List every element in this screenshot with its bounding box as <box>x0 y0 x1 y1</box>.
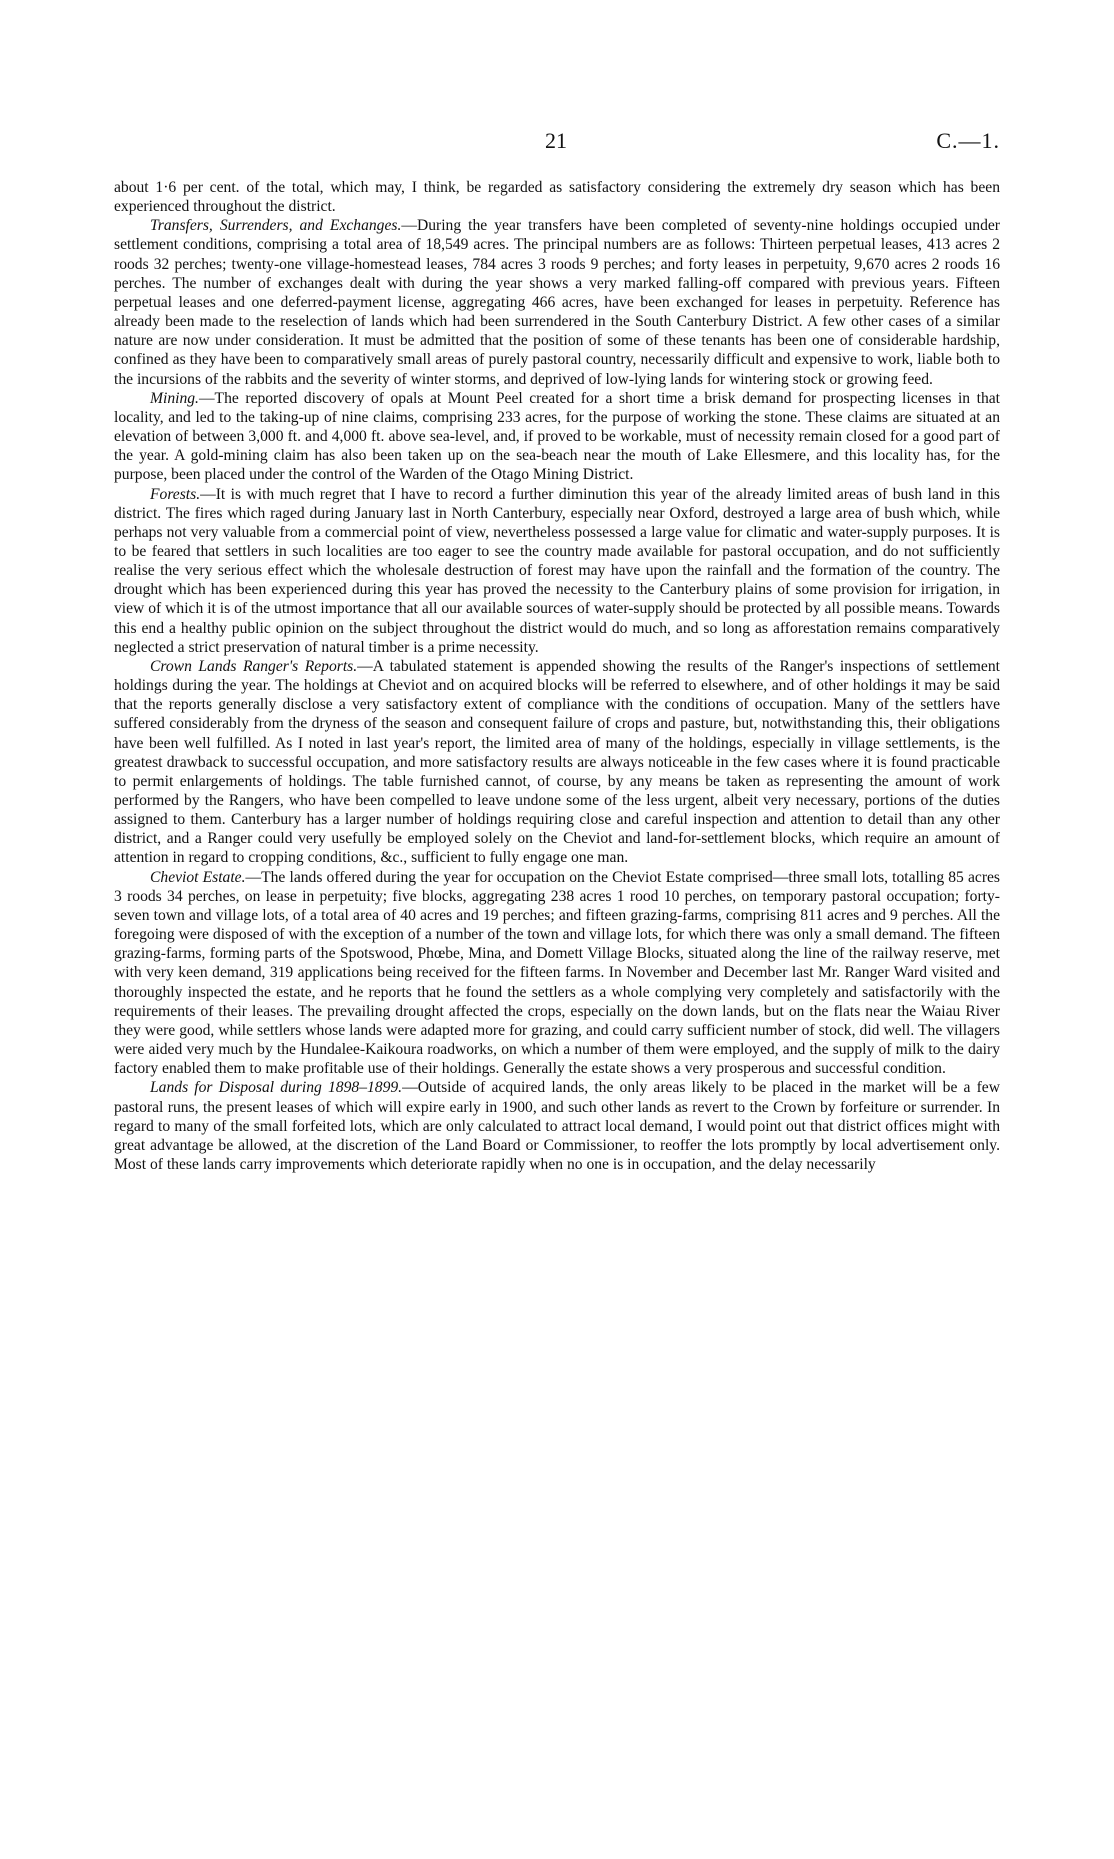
paragraph-text: —Outside of acquired lands, the only areas likely to be placed in the market will be a few pastoral runs, the present leases of which will expire early in 1900, and such other lands as revert to the Crown by forfeiture or surrender. In regard to many of the small forfeited lots, which are only calculated to attract local demand, I would point out that district offices might with great advantage be allowed, at the discretion of the Land Board or Commissioner, to reoffer the lots promptly by local advertisement only. Most of these lands carry improvements which deteriorate rapidly when no one is in occupation, and the delay necessarily <box>114 1079 1000 1173</box>
series-code: C.—1. <box>936 128 1000 153</box>
page-number: 21 <box>545 128 567 153</box>
paragraph-text: —It is with much regret that I have to record a further diminution this year of the already limited areas of bush land in this district. The fires which raged during January last in North Canterbury, especially near Oxford, destroyed a large area of bush which, while perhaps not very valuable from a commercial point of view, nevertheless possessed a large value for climatic and water-supply purposes. It is to be feared that settlers in such localities are too eager to see the country made available for pastoral occupation, and do not sufficiently realise the very serious effect which the wholesale destruction of forest may have upon the rainfall and the formation of the country. The drought which has been experienced during this year has proved the necessity to the Canterbury plains of some provision for irrigation, in view of which it is of the utmost importance that all our available sources of water-supply should be protected by all possible means. Towards this end a healthy public opinion on the subject throughout the district would do much, and so long as afforestation remains comparatively neglected a strict preservation of natural timber is a prime necessity. <box>114 485 1000 656</box>
paragraph-lands-for-disposal <box>114 1078 1000 1174</box>
section-heading-lands-for-disposal: Lands for Disposal during 1898–1899. <box>150 1079 403 1097</box>
paragraph-text: —A tabulated statement is appended showing the results of the Ranger's inspections of settlement holdings during the year. The holdings at Cheviot and on acquired blocks will be referred to elsewhere, and of other holdings it may be said that the reports generally disclose a very satisfactory extent of compliance with the conditions of occupation. Many of the settlers have suffered considerably from the dryness of the season and consequent failure of crops and pasture, but, notwithstanding this, their obligations have been well fulfilled. As I noted in last year's report, the limited area of many of the holdings, especially in village settlements, is the greatest drawback to successful occupation, and more satisfactory results are always noticeable in the few cases where it is found practicable to permit enlargements of holdings. The table furnished cannot, of course, by any means be taken as representing the amount of work performed by the Rangers, who have been compelled to leave undone some of the less urgent, albeit very necessary, portions of the duties assigned to them. Canterbury has a larger number of holdings requiring close and careful inspection and attention to detail than any other district, and a Ranger could very usefully be employed solely on the Cheviot and land-for-settlement blocks, which require an amount of attention in regard to cropping conditions, &c., sufficient to fully engage one man. <box>114 657 1000 867</box>
section-heading-transfers: Transfers, Surrenders, and Exchanges. <box>150 217 402 235</box>
page-header <box>112 128 1000 164</box>
paragraph-text: —During the year transfers have been completed of seventy-nine holdings occupied under settlement conditions, comprising a total area of 18,549 acres. The principal numbers are as follows: Thirteen perpetual leases, 413 acres 2 roods 32 perches; twenty-one village-homestead leases, 784 acres 3 roods 9 perches; and forty leases in perpetuity, 9,670 acres 2 roods 16 perches. The number of exchanges dealt with during the year shows a very marked falling-off compared with previous years. Fifteen perpetual leases and one deferred-payment license, aggregating 466 acres, have been exchanged for leases in perpetuity. Reference has already been made to the reselection of lands which had been surrendered in the South Canterbury District. A few other cases of a similar nature are now under consideration. It must be admitted that the position of some of these tenants has been one of considerable hardship, confined as they have been to comparatively small areas of purely pastoral country, necessarily difficult and expensive to work, liable both to the incursions of the rabbits and the severity of winter storms, and deprived of low-lying lands for wintering stock or growing feed. <box>114 217 1001 388</box>
paragraph-rangers-reports <box>114 657 1000 868</box>
paragraph-forests <box>114 485 1000 657</box>
section-heading-rangers-reports: Crown Lands Ranger's Reports. <box>150 657 358 675</box>
paragraph-text: —The lands offered during the year for occupation on the Cheviot Estate comprised—three small lots, totalling 85 acres 3 roods 34 perches, on lease in perpetuity; five blocks, aggregating 238 acres 1 rood 10 perches, on temporary pastoral occupation; forty-seven town and village lots, of a total area of 40 acres and 19 perches; and fifteen grazing-farms, comprising 811 acres and 9 perches. All the foregoing were disposed of with the exception of a number of the town and village lots, for which there was only a small demand. The fifteen grazing-farms, forming parts of the Spotswood, Phœbe, Mina, and Domett Village Blocks, situated along the line of the railway reserve, met with very keen demand, 319 applications being received for the fifteen farms. In November and December last Mr. Ranger Ward visited and thoroughly inspected the estate, and he reports that he found the settlers as a whole complying very completely and satisfactorily with the requirements of their leases. The prevailing drought affected the crops, especially on the down lands, but on the flats near the Waiau River they were good, while settlers whose lands were adapted more for grazing, and could carry sufficient number of stock, did well. The villagers were aided very much by the Hundalee-Kaikoura roadworks, on which a number of them were employed, and the supply of milk to the dairy factory enabled them to make profitable use of their holdings. Generally the estate shows a very prosperous and successful condition. <box>114 868 1001 1078</box>
paragraph-cheviot-estate <box>114 868 1000 1079</box>
paragraph-continuation <box>114 178 1000 216</box>
body-text <box>114 178 1000 1174</box>
section-heading-cheviot-estate: Cheviot Estate. <box>150 868 246 886</box>
paragraph-transfers <box>114 216 1000 388</box>
paragraph-mining <box>114 389 1000 485</box>
section-heading-forests: Forests. <box>150 485 201 503</box>
section-heading-mining: Mining. <box>150 389 199 407</box>
paragraph-text: —The reported discovery of opals at Mount Peel created for a short time a brisk demand for prospecting licenses in that locality, and led to the taking-up of nine claims, comprising 233 acres, for the purpose of working the stone. These claims are situated at an elevation of between 3,000 ft. and 4,000 ft. above sea-level, and, if proved to be workable, must of necessity remain closed for a good part of the year. A gold-mining claim has also been taken up on the sea-beach near the mouth of Lake Ellesmere, and this locality has, for the purpose, been placed under the control of the Warden of the Otago Mining District. <box>114 389 1000 484</box>
paragraph-text: about 1·6 per cent. of the total, which may, I think, be regarded as satisfactory considering the extremely dry season which has been experienced throughout the district. <box>114 179 1000 216</box>
